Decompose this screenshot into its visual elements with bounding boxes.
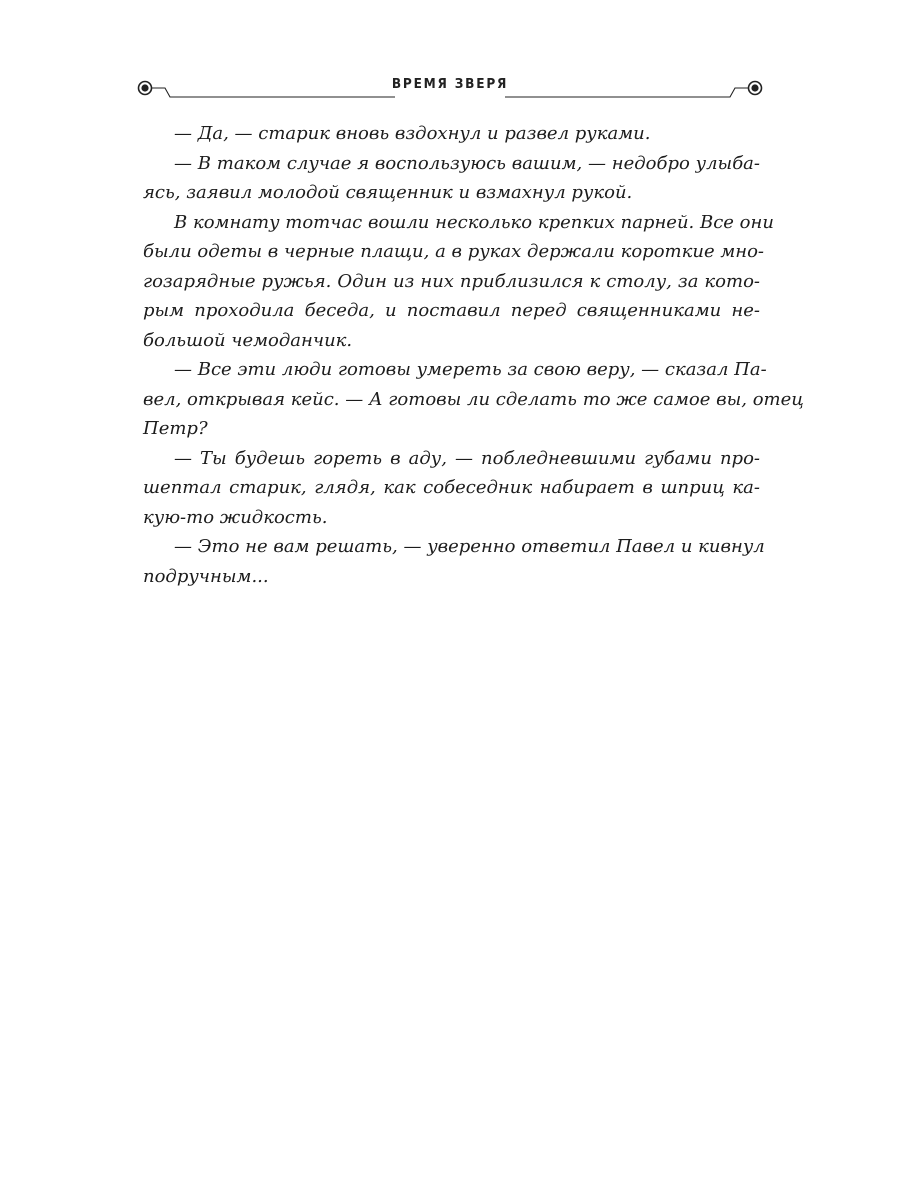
paragraph bbox=[143, 208, 774, 356]
paragraph bbox=[143, 444, 760, 533]
text-line: подручным... bbox=[143, 565, 269, 587]
text-line: ясь, заявил молодой священник и взмахнул рукой. bbox=[143, 182, 633, 203]
text-line: — Это не вам решать, — уверенно ответил Павел и кивнул bbox=[174, 536, 765, 557]
text-line: — Все эти люди готовы умереть за свою веру, — сказал Па- bbox=[174, 359, 767, 380]
text-line: рым проходила беседа, и поставил перед священниками не- bbox=[143, 300, 760, 321]
text-line: кую-то жидкость. bbox=[143, 506, 328, 528]
text-line: гозарядные ружья. Один из них приблизился к столу, за кото- bbox=[143, 270, 760, 292]
text-line: В комнату тотчас вошли несколько крепких парней. Все они bbox=[174, 211, 774, 233]
text-line: большой чемоданчик. bbox=[143, 329, 353, 351]
paragraph bbox=[143, 119, 760, 149]
paragraph bbox=[143, 532, 765, 591]
text-line: Петр? bbox=[143, 418, 208, 439]
paragraph bbox=[143, 149, 760, 208]
text-line: — В таком случае я воспользуюсь вашим, — недобро улыба- bbox=[174, 152, 760, 174]
text-line: — Ты будешь гореть в аду, — побледневшими губами про- bbox=[174, 447, 760, 469]
text-line: — Да, — старик вновь вздохнул и развел руками. bbox=[174, 123, 651, 144]
paragraph bbox=[143, 355, 804, 444]
body-text bbox=[143, 119, 804, 591]
running-header bbox=[135, 70, 765, 106]
text-line: вел, открывая кейс. — А готовы ли сделать то же самое вы, отец bbox=[143, 388, 804, 410]
text-line: шептал старик, глядя, как собеседник набирает в шприц ка- bbox=[143, 477, 760, 498]
text-line: были одеты в черные плащи, а в руках держали короткие мно- bbox=[143, 241, 765, 262]
running-header-title: ВРЕМЯ ЗВЕРЯ bbox=[391, 76, 509, 92]
